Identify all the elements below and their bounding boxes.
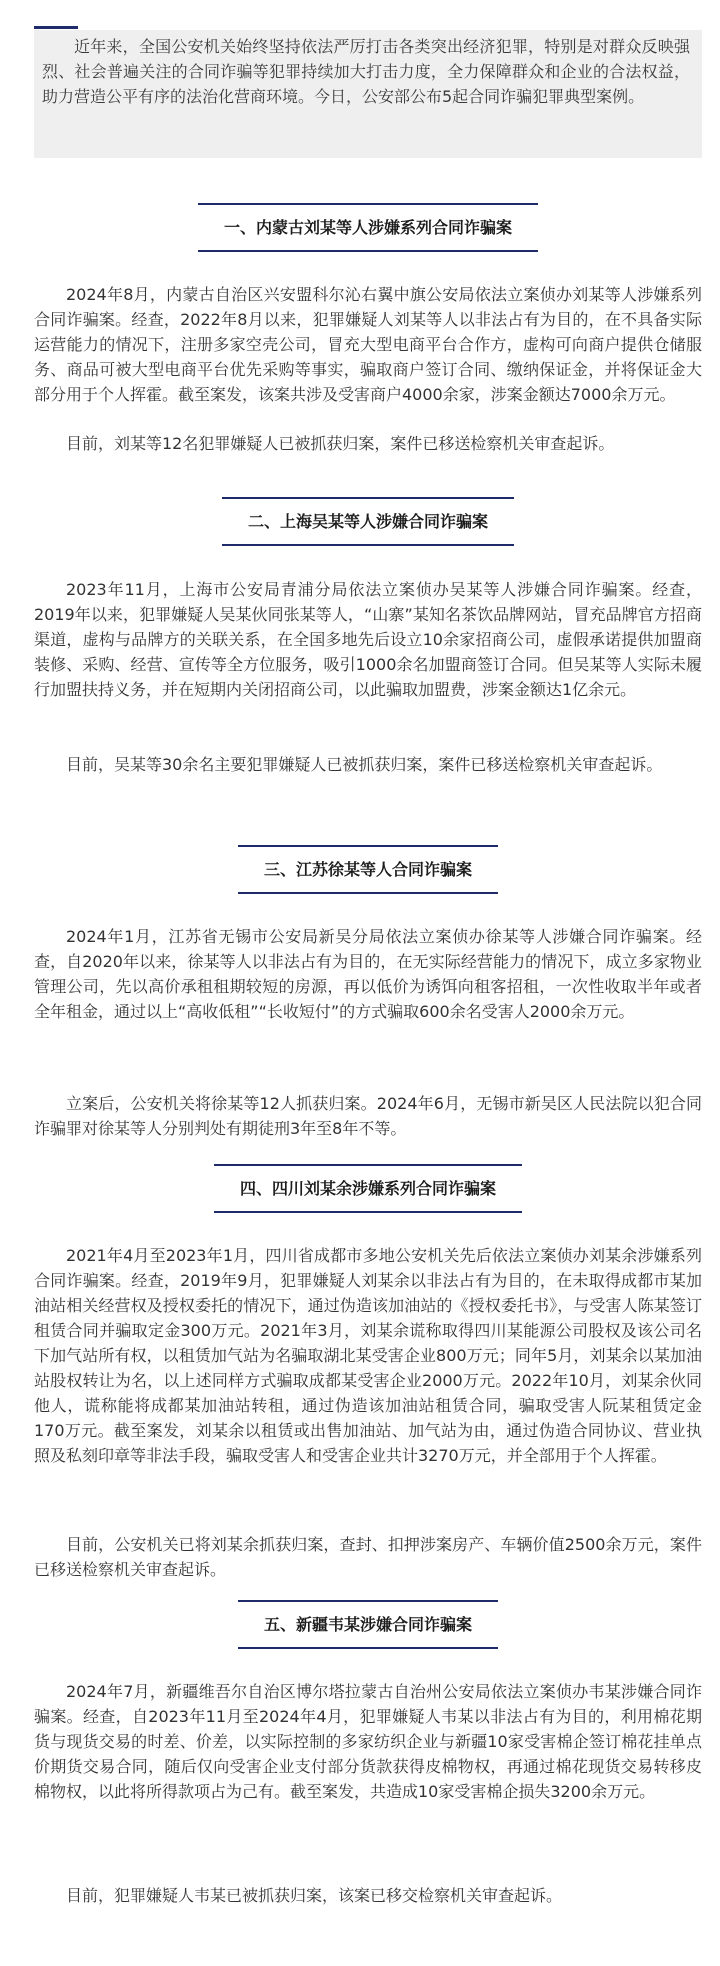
- case-status-3: [34, 1091, 702, 1141]
- case-body-5: [34, 1679, 702, 1804]
- case-status: 目前，犯罪嫌疑人韦某已被抓获归案，该案已移交检察机关审查起诉。: [66, 1886, 563, 1905]
- case-title-wrap: [34, 497, 702, 546]
- case-body-3: [34, 924, 702, 1024]
- intro-box: [34, 30, 702, 158]
- case-body-1: [34, 282, 702, 407]
- case-title: 一、内蒙古刘某等人涉嫌系列合同诈骗案: [198, 203, 538, 252]
- case-title: 二、上海吴某等人涉嫌合同诈骗案: [222, 497, 514, 546]
- case-paragraph: 2024年1月，江苏省无锡市公安局新吴分局依法立案侦办徐某等人涉嫌合同诈骗案。经查，自2020年以来，徐某等人以非法占有为目的，在无实际经营能力的情况下，成立多家物业管理公司，先以高价承租租期较短的房源，再以低价为诱饵向租客招租，一次性收取半年或者全年租金，通过以上“高收低租”“长收短付”的方式骗取600余名受害人2000余万元。: [34, 927, 702, 1021]
- case-status-2: [34, 752, 702, 777]
- case-body-4: [34, 1243, 702, 1468]
- case-status: 目前，公安机关已将刘某余抓获归案，查封、扣押涉案房产、车辆价值2500余万元，案件已移送检察机关审查起诉。: [34, 1535, 702, 1579]
- case-paragraph: 2023年11月，上海市公安局青浦分局依法立案侦办吴某等人涉嫌合同诈骗案。经查，2019年以来，犯罪嫌疑人吴某伙同张某等人，“山寨”某知名茶饮品牌网站，冒充品牌官方招商渠道，虚构与品牌方的关联关系，在全国多地先后设立10余家招商公司，虚假承诺提供加盟商装修、采购、经营、宣传等全方位服务，吸引1000余名加盟商签订合同。但吴某等人实际未履行加盟扶持义务，并在短期内关闭招商公司，以此骗取加盟费，涉案金额达1亿余元。: [34, 580, 702, 699]
- top-accent-bar: [34, 26, 78, 29]
- case-status: 目前，刘某等12名犯罪嫌疑人已被抓获归案，案件已移送检察机关审查起诉。: [66, 434, 615, 453]
- case-title-wrap: [34, 845, 702, 894]
- case-title-wrap: [34, 1600, 702, 1649]
- case-paragraph: 2024年8月，内蒙古自治区兴安盟科尔沁右翼中旗公安局依法立案侦办刘某等人涉嫌系列合同诈骗案。经查，2022年8月以来，犯罪嫌疑人刘某等人以非法占有为目的，在不具备实际运营能力的情况下，注册多家空壳公司，冒充大型电商平台合作方，虚构可向商户提供仓储服务、商品可被大型电商平台优先采购等事实，骗取商户签订合同、缴纳保证金，并将保证金大部分用于个人挥霍。截至案发，该案共涉及受害商户4000余家，涉案金额达7000余万元。: [34, 285, 702, 404]
- case-title: 三、江苏徐某等人合同诈骗案: [238, 845, 498, 894]
- case-status-1: [34, 431, 702, 456]
- case-status-4: [34, 1532, 702, 1582]
- case-section-2: [34, 497, 702, 546]
- case-status: 目前，吴某等30余名主要犯罪嫌疑人已被抓获归案，案件已移送检察机关审查起诉。: [66, 755, 663, 774]
- case-section-5: [34, 1600, 702, 1649]
- case-title-wrap: [34, 1164, 702, 1213]
- case-title: 五、新疆韦某涉嫌合同诈骗案: [238, 1600, 498, 1649]
- case-title-wrap: [34, 203, 702, 252]
- case-paragraph: 2021年4月至2023年1月，四川省成都市多地公安机关先后依法立案侦办刘某余涉嫌系列合同诈骗案。经查，2019年9月，犯罪嫌疑人刘某余以非法占有为目的，在未取得成都市某加油站相关经营权及授权委托的情况下，通过伪造该加油站的《授权委托书》，与受害人陈某签订租赁合同并骗取定金300万元。2021年3月，刘某余谎称取得四川某能源公司股权及该公司名下加气站所有权，以租赁加气站为名骗取湖北某受害企业800万元；同年5月，刘某余以某加油站股权转让为名，以上述同样方式骗取成都某受害企业2000万元。2022年10月，刘某余伙同他人，谎称能将成都某加油站转租，通过伪造该加油站租赁合同，骗取受害人阮某租赁定金170万元。截至案发，刘某余以租赁或出售加油站、加气站为由，通过伪造合同协议、营业执照及私刻印章等非法手段，骗取受害人和受害企业共计3270万元，并全部用于个人挥霍。: [34, 1246, 702, 1465]
- case-section-3: [34, 845, 702, 894]
- case-section-4: [34, 1164, 702, 1213]
- case-title: 四、四川刘某余涉嫌系列合同诈骗案: [214, 1164, 522, 1213]
- case-status-5: [34, 1883, 702, 1908]
- intro-text: 近年来，全国公安机关始终坚持依法严厉打击各类突出经济犯罪，特别是对群众反映强烈、社会普遍关注的合同诈骗等犯罪持续加大打击力度，全力保障群众和企业的合法权益，助力营造公平有序的法治化营商环境。今日，公安部公布5起合同诈骗犯罪典型案例。: [42, 37, 690, 106]
- case-body-2: [34, 577, 702, 702]
- case-status: 立案后，公安机关将徐某等12人抓获归案。2024年6月，无锡市新吴区人民法院以犯合同诈骗罪对徐某等人分别判处有期徒刑3年至8年不等。: [34, 1094, 702, 1138]
- case-section-1: [34, 203, 702, 252]
- case-paragraph: 2024年7月，新疆维吾尔自治区博尔塔拉蒙古自治州公安局依法立案侦办韦某涉嫌合同诈骗案。经查，自2023年11月至2024年4月，犯罪嫌疑人韦某以非法占有为目的，利用棉花期货与现货交易的时差、价差，以实际控制的多家纺织企业与新疆10家受害棉企签订棉花挂单点价期货交易合同，随后仅向受害企业支付部分货款获得皮棉物权，再通过棉花现货交易转移皮棉物权，以此将所得款项占为己有。截至案发，共造成10家受害棉企损失3200余万元。: [34, 1682, 702, 1801]
